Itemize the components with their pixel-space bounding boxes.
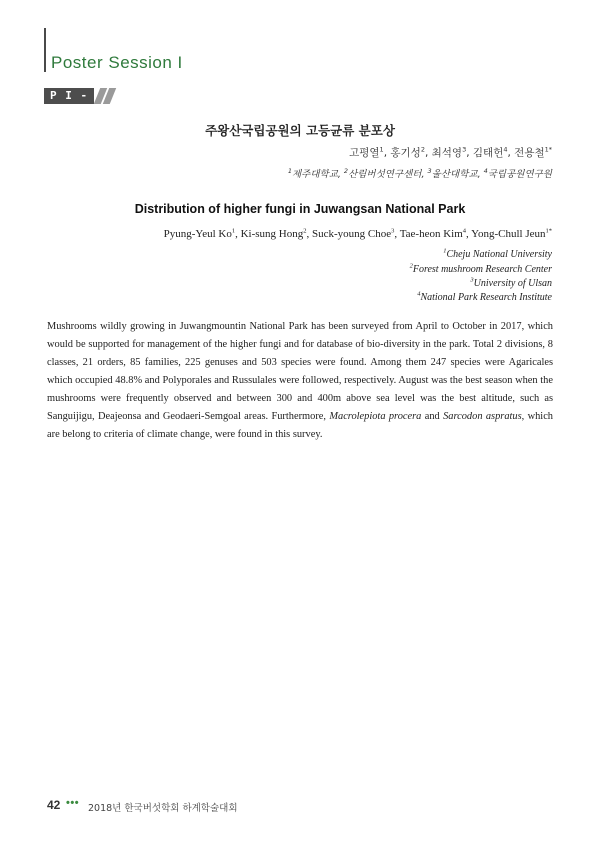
english-authors: Pyung-Yeul Ko$^1$, Ki-sung Hong$^2$, Suck-young Choe$^3$, Tae-heon Kim$^4$, Yong-Chull Jeun$^{1*}$	[163, 227, 552, 240]
species-name: Macrolepiota procera	[329, 411, 422, 422]
session-title: Poster Session I	[51, 53, 183, 72]
english-affiliation: $^3$University of Ulsan	[470, 276, 552, 289]
header-rule	[44, 28, 46, 72]
author-name: Pyung-Yeul Ko	[163, 228, 232, 240]
footer-dots: •••	[66, 797, 80, 809]
affiliation: 국립공원연구원	[487, 169, 552, 180]
page-number: 42	[47, 798, 61, 812]
author-name: 김태헌	[472, 147, 504, 159]
author-name: 고평열	[349, 147, 380, 159]
author-name: Ki-sung Hong	[240, 228, 304, 240]
affiliation: 울산대학교	[431, 169, 478, 180]
english-title: Distribution of higher fungi in Juwangsan National Park	[134, 202, 466, 216]
author-name: 최석영	[431, 147, 463, 159]
korean-title: 주왕산국립공원의 고등균류 분포상	[205, 123, 395, 138]
english-affiliation: $^4$National Park Research Institute	[417, 290, 552, 303]
english-affiliation: $^2$Forest mushroom Research Center	[409, 262, 552, 275]
poster-code-tag: P I - 4	[44, 88, 94, 104]
author-name: 홍기성	[390, 147, 421, 159]
author-name: Suck-young Choe	[312, 228, 392, 240]
author-name: Yong-Chull Jeun	[471, 228, 546, 240]
korean-affiliations: $^1$제주대학교, $^2$산림버섯연구센터, $^3$울산대학교, $^4$국립공원연구원	[287, 166, 552, 180]
author-name: 전용철	[514, 147, 545, 159]
korean-authors: 고평열$^1$, 홍기성$^2$, 최석영$^3$, 김태헌$^4$, 전용철$^{1*}$	[349, 145, 552, 159]
abstract-body: Mushrooms wildly growing in Juwangmountin National Park has been surveyed from April to October in 2017, which would be supported for management of the higher fungi and for database of bio-diversity in the park. Total 2 divisions, 8 classes, 21 orders, 85 families, 225 genuses and 503 species were found. Among them 247 species were Agaricales which occupied 48.8% and Polyporales and Russulales were followed, respectively. August was the best season when the mushrooms were frequently observed and between 300 and 400m above sea level was the best altitude, such as Sanguijigu, Deajeonsa and Geodaeri-Semgoal areas. Furthermore, Macrolepiota procera and Sarcodon aspratus, which are belong to criteria of climate change, were found in this survey.	[47, 321, 554, 440]
english-affiliation: $^1$Cheju National University	[443, 247, 552, 260]
author-name: Tae-heon Kim	[399, 228, 463, 240]
affiliation: 제주대학교	[291, 169, 338, 180]
affiliation: 산림버섯연구센터	[348, 169, 422, 180]
species-name: Sarcodon aspratus	[443, 411, 522, 422]
conference-name: 2018년 한국버섯학회 하계학술대회	[88, 803, 238, 814]
